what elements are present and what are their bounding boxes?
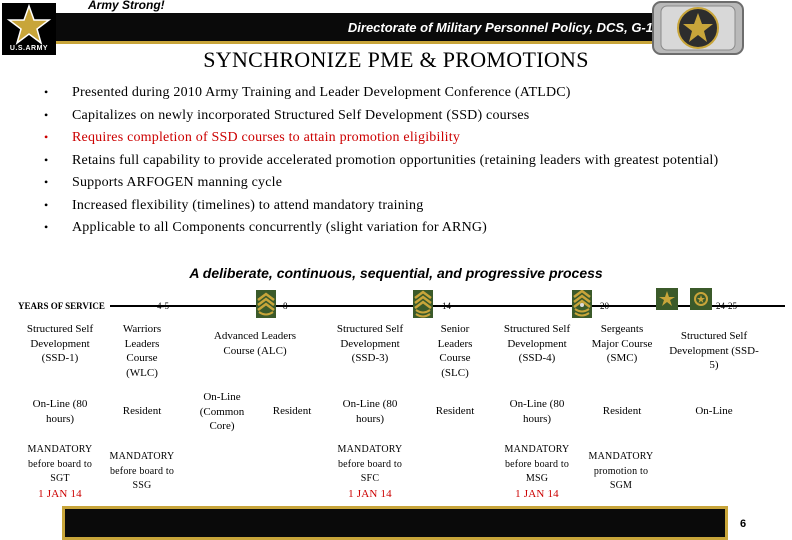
mode-ssd5: On-Line — [695, 405, 733, 417]
bullet-item: • Increased flexibility (timelines) to attend mandatory training — [44, 197, 424, 213]
directorate-title: Directorate of Military Personnel Policy, DCS, G-1 — [347, 20, 653, 35]
mandatory-msg: MANDATORY before board to MSG 1 JAN 14 — [499, 443, 575, 501]
footer-bar — [62, 506, 728, 540]
tick-label: 4-5 — [157, 301, 169, 311]
rank-insignia-icon — [256, 290, 276, 318]
bullet-list — [44, 84, 784, 242]
course-wlc: Warriors Leaders Course (WLC) — [122, 323, 162, 379]
tagline: A deliberate, continuous, sequential, and progressive process — [189, 265, 603, 281]
mandatory-date: 1 JAN 14 — [348, 487, 392, 500]
mandatory-sfc: MANDATORY before board to SFC 1 JAN 14 — [332, 443, 408, 501]
rank-insignia-icon — [690, 288, 712, 310]
tick-label: 8 — [283, 301, 288, 311]
bullet-item-emphasis: • Requires completion of SSD courses to attain promotion eligibility — [44, 130, 461, 145]
course-alc: Advanced Leaders Course (ALC) — [213, 330, 297, 357]
bullet-dot: • — [44, 175, 49, 189]
bullet-item: • Presented during 2010 Army Training and Leader Development Conference (ATLDC) — [44, 85, 571, 100]
course-ssd5: Structured Self Development (SSD-5) — [669, 330, 759, 371]
course-ssd4: Structured Self Development (SSD-4) — [503, 323, 571, 364]
mandatory-sgm: MANDATORY promotion to SGM — [588, 451, 654, 491]
course-slc: Senior Leaders Course (SLC) — [437, 323, 473, 379]
bullet-item: • Supports ARFOGEN manning cycle — [44, 175, 283, 190]
mode-slc: Resident — [435, 405, 475, 417]
bullet-item: • Applicable to all Components concurrently (slight variation for ARNG) — [44, 220, 488, 235]
army-star-icon — [2, 3, 56, 45]
mandatory-sgt: MANDATORY before board to SGT 1 JAN 14 — [22, 443, 98, 501]
tick-label: 20 — [600, 301, 609, 311]
mode-ssd4: On-Line (80 hours) — [509, 398, 565, 425]
rank-insignia-icon — [572, 290, 592, 318]
course-ssd1: Structured Self Development (SSD-1) — [26, 323, 94, 364]
page-title: SYNCHRONIZE PME & PROMOTIONS — [203, 47, 589, 72]
rank-insignia-icon — [656, 288, 678, 310]
logo-text: U.S.ARMY — [9, 45, 49, 52]
bullet-item: • Retains full capability to provide accelerated promotion opportunities (retaining leaders with greatest potential) — [44, 152, 719, 168]
rank-insignia-icon — [413, 290, 433, 318]
bullet-dot: • — [44, 130, 49, 144]
bullet-dot: • — [44, 85, 49, 99]
header-bar — [56, 13, 661, 44]
bullet-dot: • — [44, 220, 49, 234]
course-ssd3: Structured Self Development (SSD-3) — [336, 323, 404, 364]
bullet-dot: • — [44, 197, 49, 212]
mode-ssd1: On-Line (80 hours) — [32, 398, 88, 425]
years-of-service-label: YEARS OF SERVICE — [18, 301, 105, 311]
mode-ssd3: On-Line (80 hours) — [342, 398, 398, 425]
bullet-item: • Capitalizes on newly incorporated Structured Self Development (SSD) courses — [44, 107, 530, 123]
mode-alc-online: On-Line (Common Core) — [199, 391, 245, 432]
mandatory-date: 1 JAN 14 — [38, 487, 82, 500]
tick-label: 14 — [442, 301, 451, 311]
mode-smc: Resident — [602, 405, 642, 417]
mode-alc-resident: Resident — [272, 405, 312, 417]
mandatory-date: 1 JAN 14 — [515, 487, 559, 500]
motto: Army Strong! — [88, 0, 165, 12]
mode-wlc: Resident — [122, 405, 162, 417]
tick-label: 24-25 — [716, 301, 737, 311]
bullet-dot: • — [44, 152, 49, 167]
page-number: 6 — [740, 518, 747, 530]
mandatory-ssg: MANDATORY before board to SSG — [109, 451, 175, 491]
bullet-dot: • — [44, 107, 49, 122]
course-smc: Sergeants Major Course (SMC) — [591, 323, 653, 364]
